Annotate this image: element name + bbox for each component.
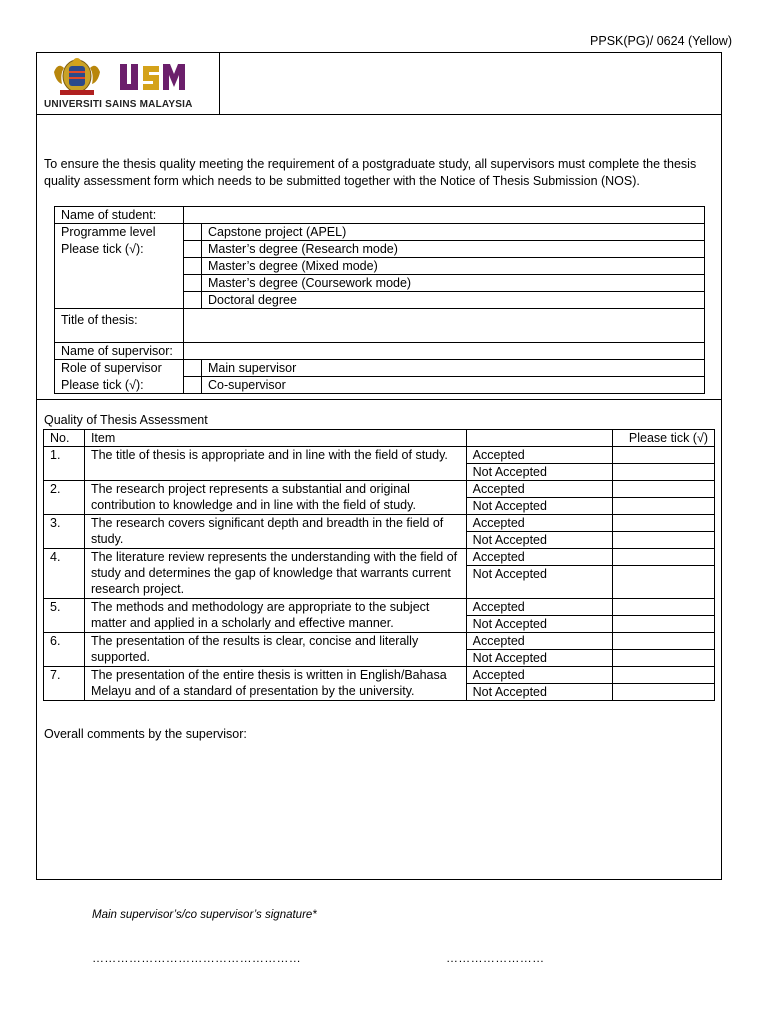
blank-cell — [55, 292, 184, 309]
table-row — [44, 549, 715, 566]
tick-box[interactable] — [613, 464, 715, 481]
item-no: 7. — [44, 667, 85, 701]
blank-cell — [55, 258, 184, 275]
name-label: Name of student: — [55, 207, 184, 224]
not-accepted-label: Not Accepted — [466, 650, 613, 667]
tick-box[interactable] — [613, 599, 715, 616]
col-item-header: Item — [84, 430, 466, 447]
title-field[interactable] — [184, 309, 705, 343]
table-row — [44, 667, 715, 684]
tick-box[interactable] — [613, 667, 715, 684]
tick-box[interactable] — [613, 684, 715, 701]
student-info-table — [54, 206, 705, 394]
accepted-label: Accepted — [466, 633, 613, 650]
item-text: The title of thesis is appropriate and in line with the field of study. — [84, 447, 466, 481]
tick-box[interactable] — [184, 241, 202, 258]
please-tick-label: Please tick (√): — [55, 241, 184, 258]
table-row — [55, 258, 705, 275]
table-row — [55, 309, 705, 343]
tick-box[interactable] — [613, 515, 715, 532]
item-text: The presentation of the entire thesis is written in English/Bahasa Melayu and of a standard of presentation by the university. — [84, 667, 466, 701]
crest-icon — [54, 58, 100, 95]
supervisor-field[interactable] — [184, 343, 705, 360]
programme-option: Master’s degree (Coursework mode) — [202, 275, 705, 292]
header-divider-vertical — [219, 53, 220, 115]
blank-cell — [55, 275, 184, 292]
tick-box[interactable] — [184, 377, 202, 394]
item-text: The methods and methodology are appropriate to the subject matter and applied in a scholarly and effective manner. — [84, 599, 466, 633]
title-label: Title of thesis: — [55, 309, 184, 343]
table-row — [55, 275, 705, 292]
programme-option: Capstone project (APEL) — [202, 224, 705, 241]
tick-box[interactable] — [184, 224, 202, 241]
table-row — [44, 447, 715, 464]
tick-box[interactable] — [613, 633, 715, 650]
table-row — [55, 241, 705, 258]
item-no: 1. — [44, 447, 85, 481]
header-divider — [37, 114, 721, 115]
programme-option: Doctoral degree — [202, 292, 705, 309]
item-text: The literature review represents the understanding with the field of study and determines the gap of knowledge that warrants current research project. — [84, 549, 466, 599]
not-accepted-label: Not Accepted — [466, 566, 613, 599]
please-tick-label: Please tick (√): — [55, 377, 184, 394]
item-text: The presentation of the results is clear, concise and literally supported. — [84, 633, 466, 667]
role-option: Co-supervisor — [202, 377, 705, 394]
not-accepted-label: Not Accepted — [466, 498, 613, 515]
programme-label: Programme level — [55, 224, 184, 241]
tick-box[interactable] — [613, 447, 715, 464]
tick-box[interactable] — [613, 650, 715, 667]
section-divider — [37, 399, 721, 400]
col-tick-header: Please tick (√) — [613, 430, 715, 447]
table-row — [55, 292, 705, 309]
accepted-label: Accepted — [466, 515, 613, 532]
table-row — [44, 515, 715, 532]
tick-box[interactable] — [184, 360, 202, 377]
comments-label: Overall comments by the supervisor: — [44, 727, 247, 741]
item-no: 5. — [44, 599, 85, 633]
intro-text: To ensure the thesis quality meeting the requirement of a postgraduate study, all supervisors must complete the thesis quality assessment form which needs to be submitted together with the Notice of Thesis Submission (NOS). — [44, 157, 697, 188]
tick-box[interactable] — [184, 292, 202, 309]
not-accepted-label: Not Accepted — [466, 532, 613, 549]
assessment-title: Quality of Thesis Assessment — [44, 413, 208, 427]
table-header-row — [44, 430, 715, 447]
table-row — [44, 599, 715, 616]
role-label: Role of supervisor — [55, 360, 184, 377]
table-row — [55, 377, 705, 394]
date-line[interactable]: …………………… — [446, 951, 545, 965]
accepted-label: Accepted — [466, 549, 613, 566]
form-code: PPSK(PG)/ 0624 (Yellow) — [590, 34, 732, 48]
item-no: 3. — [44, 515, 85, 549]
not-accepted-label: Not Accepted — [466, 616, 613, 633]
table-row — [55, 207, 705, 224]
tick-box[interactable] — [613, 498, 715, 515]
accepted-label: Accepted — [466, 599, 613, 616]
tick-box[interactable] — [613, 549, 715, 566]
item-no: 6. — [44, 633, 85, 667]
table-row — [55, 224, 705, 241]
role-option: Main supervisor — [202, 360, 705, 377]
item-no: 4. — [44, 549, 85, 599]
tick-box[interactable] — [613, 566, 715, 599]
tick-box[interactable] — [613, 481, 715, 498]
name-field[interactable] — [184, 207, 705, 224]
not-accepted-label: Not Accepted — [466, 464, 613, 481]
item-no: 2. — [44, 481, 85, 515]
university-name: UNIVERSITI SAINS MALAYSIA — [44, 99, 193, 110]
tick-box[interactable] — [613, 616, 715, 633]
table-row — [55, 360, 705, 377]
programme-option: Master’s degree (Mixed mode) — [202, 258, 705, 275]
signature-label: Main supervisor’s/co supervisor’s signature* — [92, 909, 317, 921]
accepted-label: Accepted — [466, 481, 613, 498]
signature-line[interactable]: …………………………………………… — [92, 951, 302, 965]
accepted-label: Accepted — [466, 667, 613, 684]
table-row — [55, 343, 705, 360]
assessment-table — [43, 429, 715, 701]
tick-box[interactable] — [184, 275, 202, 292]
col-status-header — [466, 430, 613, 447]
table-row — [44, 481, 715, 498]
item-text: The research covers significant depth and breadth in the field of study. — [84, 515, 466, 549]
programme-option: Master’s degree (Research mode) — [202, 241, 705, 258]
not-accepted-label: Not Accepted — [466, 684, 613, 701]
tick-box[interactable] — [184, 258, 202, 275]
table-row — [44, 633, 715, 650]
item-text: The research project represents a substantial and original contribution to knowledge and in line with the field of study. — [84, 481, 466, 515]
col-no-header: No. — [44, 430, 85, 447]
tick-box[interactable] — [613, 532, 715, 549]
accepted-label: Accepted — [466, 447, 613, 464]
supervisor-label: Name of supervisor: — [55, 343, 184, 360]
usm-wordmark — [120, 64, 185, 90]
